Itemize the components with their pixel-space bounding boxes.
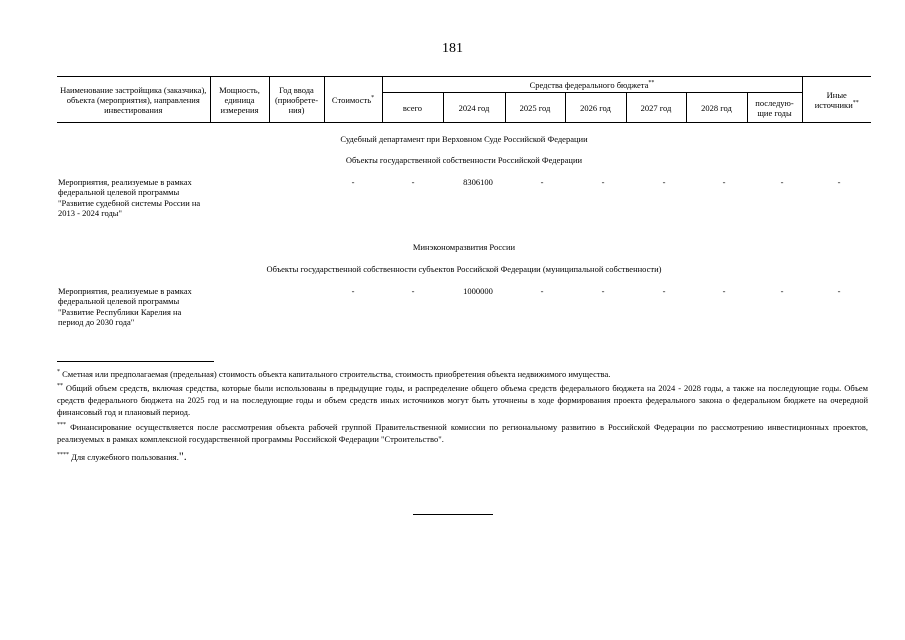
header-cost-label: Стоимость (331, 94, 372, 105)
footnote (57, 368, 868, 380)
row-2026: - (722, 177, 726, 187)
footnote-divider (57, 361, 214, 362)
row-cost: 8306100 (463, 177, 493, 187)
row-capacity: - (351, 177, 355, 187)
row-cost: 1000000 (463, 286, 493, 296)
header-total: всего (382, 93, 443, 123)
row-2028: - (837, 286, 841, 296)
header-2024: 2024 год (443, 93, 505, 123)
section-ownership: Объекты государственной собственности Российской Федерации (345, 155, 583, 165)
footnote-text: Финансирование осуществляется после рассмотрения объекта рабочей группой Правительственной комиссии по региональному развитию в Российской Федерации по рассмотрению инвестиционных проектов, реализуемых в рамках комплексной государственной программы Российской Федерации "Строительство". (57, 422, 868, 444)
row-2026: - (722, 286, 726, 296)
row-total: - (540, 177, 544, 187)
header-cost (324, 77, 382, 123)
row-2024: - (601, 286, 605, 296)
footnote-text: Сметная или предполагаемая (предельная) стоимость объекта капитального строительства, стоимость приобретения объекта недвижимого имущества. (60, 369, 611, 379)
section-ownership: Объекты государственной собственности субъектов Российской Федерации (муниципальной собственности) (266, 264, 662, 274)
header-2025: 2025 год (505, 93, 565, 123)
header-2026: 2026 год (565, 93, 626, 123)
row-name: Мероприятия, реализуемые в рамках федеральной целевой программы "Развитие Республики Карелия на период до 2030 года" (58, 286, 192, 328)
header-cost-mark: * (371, 94, 375, 101)
header-federal-budget (382, 77, 802, 93)
row-year: - (411, 286, 415, 296)
section-department: Минэкономразвития России (412, 242, 516, 252)
header-capacity: Мощность, единица измерения (210, 77, 269, 123)
header-name: Наименование застройщика (заказчика), объекта (мероприятия), направления инвестирования (57, 77, 210, 123)
row-2025: - (662, 177, 666, 187)
row-capacity: - (351, 286, 355, 296)
footnote-mark: * (57, 369, 60, 376)
footnote-closing-quote: ". (178, 449, 187, 463)
header-other-sources-label: Иные источники (814, 89, 853, 110)
page-number: 181 (442, 41, 463, 56)
row-total: - (540, 286, 544, 296)
footnote-mark: *** (57, 422, 66, 429)
header-year: Год ввода (приобрете-ния) (269, 77, 324, 123)
section-department: Судебный департамент при Верховном Суде Российской Федерации (340, 134, 588, 144)
row-2024: - (601, 177, 605, 187)
end-rule (413, 514, 493, 515)
footnote-mark: **** (57, 452, 69, 459)
row-year: - (411, 177, 415, 187)
row-name: Мероприятия, реализуемые в рамках федеральной целевой программы "Развитие судебной системы России на 2013 - 2024 годы" (58, 177, 201, 219)
investment-table-header (57, 76, 871, 123)
header-federal-budget-mark: ** (648, 79, 655, 86)
row-2025: - (662, 286, 666, 296)
row-2027: - (780, 177, 784, 187)
footnote (57, 450, 868, 463)
footnote (57, 382, 868, 418)
header-other-sources-mark: ** (852, 99, 859, 106)
row-2027: - (780, 286, 784, 296)
header-2027: 2027 год (626, 93, 686, 123)
footnote-text: Общий объем средств, включая средства, которые были использованы в предыдущие годы, и распределение общего объема средств федерального бюджета на 2024 - 2028 годы, а также на последующие годы. Объем средств федерального бюджета на 2025 год и на последующие годы и объем средств иных источников могут быть уточнены в ходе формирования проекта федерального закона о федеральном бюджете на очередной финансовый год и плановый период. (57, 383, 868, 417)
footnote (57, 421, 868, 445)
row-2028: - (837, 177, 841, 187)
header-other-sources (802, 77, 871, 123)
header-federal-budget-label: Средства федерального бюджета (529, 79, 649, 90)
footnote-text: Для служебного пользования. (69, 452, 179, 462)
header-later-years: последую-щие годы (747, 93, 802, 123)
header-2028: 2028 год (686, 93, 747, 123)
footnote-mark: ** (57, 383, 63, 390)
